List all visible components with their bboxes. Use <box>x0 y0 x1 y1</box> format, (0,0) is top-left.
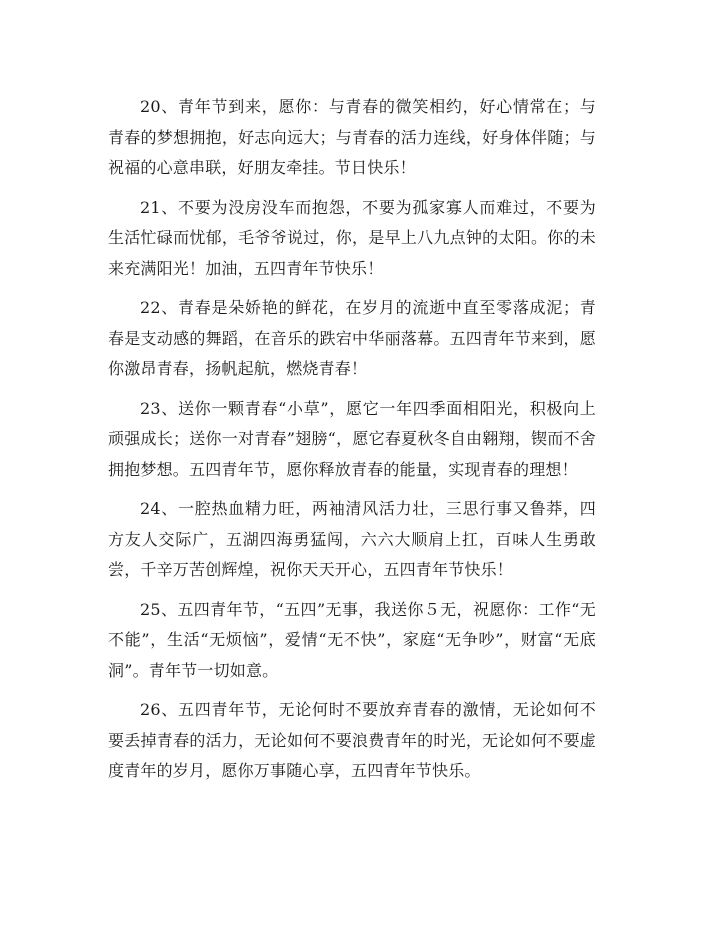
paragraph-24: 24、一腔热血精力旺，两袖清风活力壮，三思行事又鲁莽，四方友人交际广，五湖四海勇猛闯，六六大顺肩上扛，百味人生勇敢尝，千辛万苦创辉煌，祝你天天开心，五四青年节快乐！ <box>108 499 596 579</box>
paragraph-26: 26、五四青年节，无论何时不要放弃青春的激情，无论如何不要丢掉青春的活力，无论如何不要浪费青年的时光，无论如何不要虚度青年的岁月，愿你万事随心享，五四青年节快乐。 <box>108 700 596 780</box>
paragraph-23: 23、送你一颗青春“小草”，愿它一年四季面相阳光，积极向上顽强成长；送你一对青春”翅膀“，愿它春夏秋冬自由翱翔，锲而不舍拥抱梦想。五四青年节，愿你释放青春的能量，实现青春的理想！ <box>108 398 596 479</box>
document-body <box>108 92 596 796</box>
paragraph-22: 22、青春是朵娇艳的鲜花，在岁月的流逝中直至零落成泥；青春是支动感的舞蹈，在音乐的跌宕中华丽落幕。五四青年节来到，愿你激昂青春，扬帆起航，燃烧青春！ <box>108 298 596 378</box>
paragraph-21: 21、不要为没房没车而抱怨，不要为孤家寡人而难过，不要为生活忙碌而忧郁，毛爷爷说过，你，是早上八九点钟的太阳。你的未来充满阳光！加油，五四青年节快乐！ <box>108 197 596 278</box>
paragraph-20: 20、青年节到来，愿你：与青春的微笑相约，好心情常在；与青春的梦想拥抱，好志向远大；与青春的活力连线，好身体伴随；与祝福的心意串联，好朋友牵挂。节日快乐！ <box>108 97 596 177</box>
paragraph-25: 25、五四青年节，“五四”无事，我送你５无，祝愿你：工作“无不能”，生活“无烦恼”，爱情“无不快”，家庭“无争吵”，财富“无底洞”。青年节一切如意。 <box>108 599 596 680</box>
